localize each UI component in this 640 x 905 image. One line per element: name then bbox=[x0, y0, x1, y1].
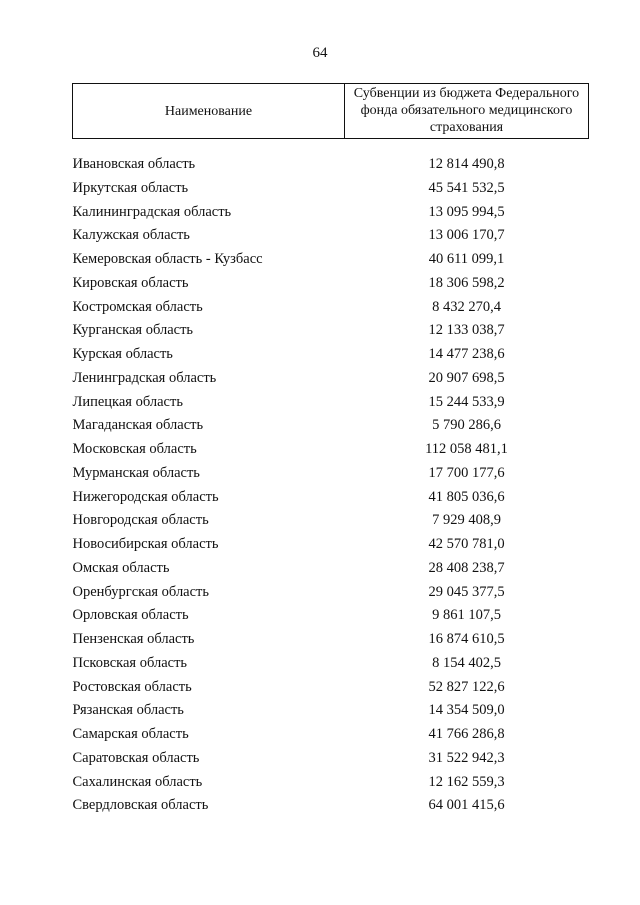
table-row bbox=[73, 652, 589, 676]
subvention-amount: 12 814 490,8 bbox=[428, 156, 505, 172]
table-row bbox=[73, 414, 589, 438]
region-name: Омская область bbox=[72, 559, 170, 576]
subvention-amount: 12 162 559,3 bbox=[428, 773, 505, 790]
subventions-table bbox=[72, 83, 589, 818]
table-row bbox=[73, 794, 589, 818]
subvention-amount: 42 570 781,0 bbox=[428, 536, 505, 552]
subvention-amount: 14 354 509,0 bbox=[428, 702, 505, 719]
table-row bbox=[73, 747, 589, 771]
subvention-amount: 20 907 698,5 bbox=[428, 369, 505, 386]
region-name: Оренбургская область bbox=[72, 583, 210, 600]
table-row bbox=[73, 676, 589, 700]
table-row bbox=[73, 391, 589, 415]
subvention-amount: 15 244 533,9 bbox=[428, 393, 505, 410]
table-header bbox=[73, 84, 589, 139]
subvention-amount: 41 766 286,8 bbox=[428, 726, 505, 742]
subvention-amount: 13 006 170,7 bbox=[428, 227, 505, 244]
table-row bbox=[73, 771, 589, 795]
subvention-amount: 12 133 038,7 bbox=[428, 322, 505, 339]
table-body bbox=[73, 139, 589, 819]
region-name: Свердловская область bbox=[72, 797, 209, 814]
subvention-amount: 41 805 036,6 bbox=[428, 488, 505, 505]
table-row bbox=[73, 581, 589, 605]
subvention-amount: 16 874 610,5 bbox=[428, 631, 505, 647]
column-header-name: Наименование bbox=[73, 84, 345, 139]
table-row bbox=[73, 248, 589, 272]
subvention-amount: 17 700 177,6 bbox=[428, 464, 505, 481]
region-name: Магаданская область bbox=[72, 417, 204, 434]
table-row bbox=[73, 177, 589, 201]
region-name: Ростовская область bbox=[72, 678, 192, 695]
subvention-amount: 14 477 238,6 bbox=[428, 346, 505, 362]
table-row bbox=[73, 509, 589, 533]
region-name: Псковская область bbox=[72, 654, 188, 671]
subvention-amount: 7 929 408,9 bbox=[432, 512, 501, 529]
region-name: Мурманская область bbox=[72, 464, 200, 481]
subvention-amount: 8 154 402,5 bbox=[432, 654, 501, 671]
table-row bbox=[73, 296, 589, 320]
region-name: Пензенская область bbox=[72, 631, 195, 647]
table-row bbox=[73, 343, 589, 367]
subvention-amount: 64 001 415,6 bbox=[428, 797, 505, 814]
table-row bbox=[73, 462, 589, 486]
subvention-amount: 45 541 532,5 bbox=[428, 179, 505, 196]
subvention-amount: 52 827 122,6 bbox=[428, 678, 505, 695]
subvention-amount: 5 790 286,6 bbox=[432, 417, 501, 434]
region-name: Иркутская область bbox=[72, 179, 189, 196]
table-row bbox=[73, 224, 589, 248]
subvention-amount: 31 522 942,3 bbox=[428, 749, 505, 766]
region-name: Новгородская область bbox=[72, 512, 209, 529]
table-row bbox=[73, 153, 589, 177]
region-name: Калининградская область bbox=[72, 203, 232, 220]
subvention-amount: 8 432 270,4 bbox=[432, 298, 501, 315]
header-spacer bbox=[73, 139, 589, 154]
region-name: Курганская область bbox=[72, 322, 194, 339]
table-row bbox=[73, 438, 589, 462]
table-row bbox=[73, 557, 589, 581]
region-name: Ленинградская область bbox=[72, 369, 217, 386]
table-row bbox=[73, 533, 589, 557]
region-name: Кемеровская область - Кузбасс bbox=[72, 251, 263, 267]
table-row bbox=[73, 723, 589, 747]
table-row bbox=[73, 604, 589, 628]
table-row bbox=[73, 319, 589, 343]
subvention-amount: 13 095 994,5 bbox=[428, 203, 505, 220]
table-row bbox=[73, 367, 589, 391]
region-name: Рязанская область bbox=[72, 702, 184, 719]
region-name: Калужская область bbox=[72, 227, 190, 244]
subvention-amount: 40 611 099,1 bbox=[428, 251, 505, 267]
table-row bbox=[73, 699, 589, 723]
region-name: Кировская область bbox=[72, 274, 189, 291]
table-row bbox=[73, 201, 589, 225]
region-name: Костромская область bbox=[72, 298, 203, 315]
table-row bbox=[73, 628, 589, 652]
region-name: Московская область bbox=[72, 441, 197, 457]
region-name: Сахалинская область bbox=[72, 773, 203, 790]
subvention-amount: 28 408 238,7 bbox=[428, 559, 505, 576]
subvention-amount: 9 861 107,5 bbox=[432, 607, 501, 624]
region-name: Новосибирская область bbox=[72, 536, 219, 552]
table-row bbox=[73, 272, 589, 296]
page-number: 64 bbox=[312, 45, 328, 61]
region-name: Ивановская область bbox=[72, 156, 196, 172]
column-header-value: Субвенции из бюджета Федерального фонда обязательного медицинского страхования bbox=[345, 84, 589, 139]
header-row bbox=[73, 84, 589, 139]
region-name: Орловская область bbox=[72, 607, 189, 624]
region-name: Саратовская область bbox=[72, 749, 200, 766]
subvention-amount: 18 306 598,2 bbox=[428, 274, 505, 291]
region-name: Нижегородская область bbox=[72, 488, 219, 505]
subvention-amount: 29 045 377,5 bbox=[428, 583, 505, 600]
region-name: Самарская область bbox=[72, 726, 189, 742]
table-row bbox=[73, 486, 589, 510]
subvention-amount: 112 058 481,1 bbox=[425, 441, 508, 457]
region-name: Липецкая область bbox=[72, 393, 183, 410]
region-name: Курская область bbox=[72, 346, 173, 362]
